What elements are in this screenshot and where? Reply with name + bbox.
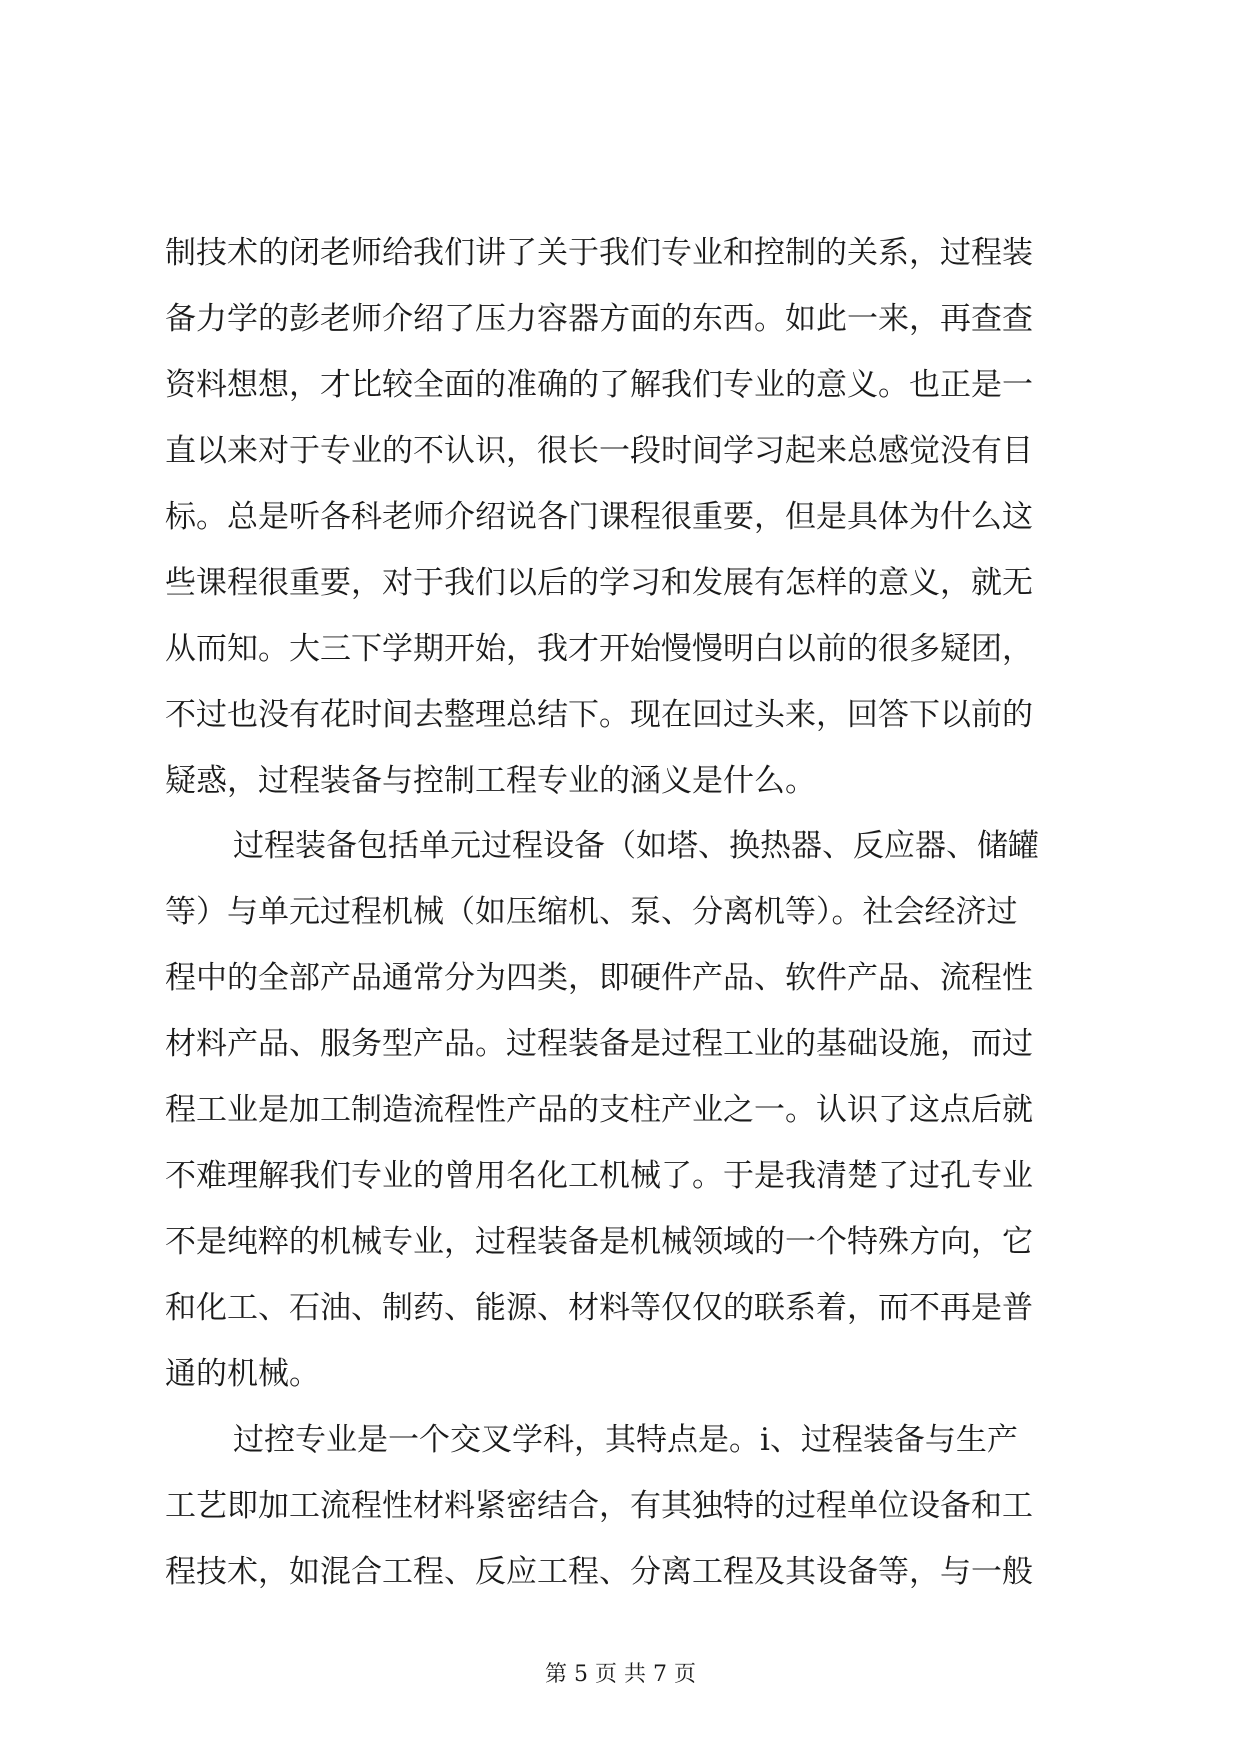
body-line: 直以来对于专业的不认识，很长一段时间学习起来总感觉没有目 — [165, 433, 1033, 469]
body-line: 备力学的彭老师介绍了压力容器方面的东西。如此一来，再查查 — [165, 301, 1033, 337]
body-line: 程中的全部产品通常分为四类，即硬件产品、软件产品、流程性 — [165, 960, 1033, 996]
body-line: 不过也没有花时间去整理总结下。现在回过头来，回答下以前的 — [165, 697, 1033, 733]
body-line: 疑惑，过程装备与控制工程专业的涵义是什么。 — [165, 763, 816, 799]
body-line: 不是纯粹的机械专业，过程装备是机械领域的一个特殊方向，它 — [165, 1224, 1033, 1260]
body-line: 资料想想，才比较全面的准确的了解我们专业的意义。也正是一 — [165, 367, 1033, 403]
body-line: 工艺即加工流程性材料紧密结合，有其独特的过程单位设备和工 — [165, 1488, 1033, 1524]
body-line: 程工业是加工制造流程性产品的支柱产业之一。认识了这点后就 — [165, 1092, 1033, 1128]
body-line: 些课程很重要，对于我们以后的学习和发展有怎样的意义，就无 — [165, 565, 1033, 601]
page-number-footer: 第 5 页 共 7 页 — [545, 1662, 696, 1687]
body-line: 通的机械。 — [165, 1356, 320, 1392]
body-line: 材料产品、服务型产品。过程装备是过程工业的基础设施，而过 — [165, 1026, 1033, 1062]
body-line: 标。总是听各科老师介绍说各门课程很重要，但是具体为什么这 — [165, 499, 1033, 535]
body-line: 不难理解我们专业的曾用名化工机械了。于是我清楚了过孔专业 — [165, 1158, 1033, 1194]
paragraph-start-line: 过控专业是一个交叉学科，其特点是。i、过程装备与生产 — [233, 1422, 1018, 1458]
body-line: 等）与单元过程机械（如压缩机、泵、分离机等）。社会经济过 — [165, 894, 1018, 930]
body-line: 程技术，如混合工程、反应工程、分离工程及其设备等，与一般 — [165, 1554, 1033, 1590]
body-line: 制技术的闭老师给我们讲了关于我们专业和控制的关系，过程装 — [165, 235, 1033, 271]
paragraph-start-line: 过程装备包括单元过程设备（如塔、换热器、反应器、储罐 — [233, 828, 1039, 864]
body-line: 和化工、石油、制药、能源、材料等仅仅的联系着，而不再是普 — [165, 1290, 1033, 1326]
body-line: 从而知。大三下学期开始，我才开始慢慢明白以前的很多疑团， — [165, 631, 1033, 667]
